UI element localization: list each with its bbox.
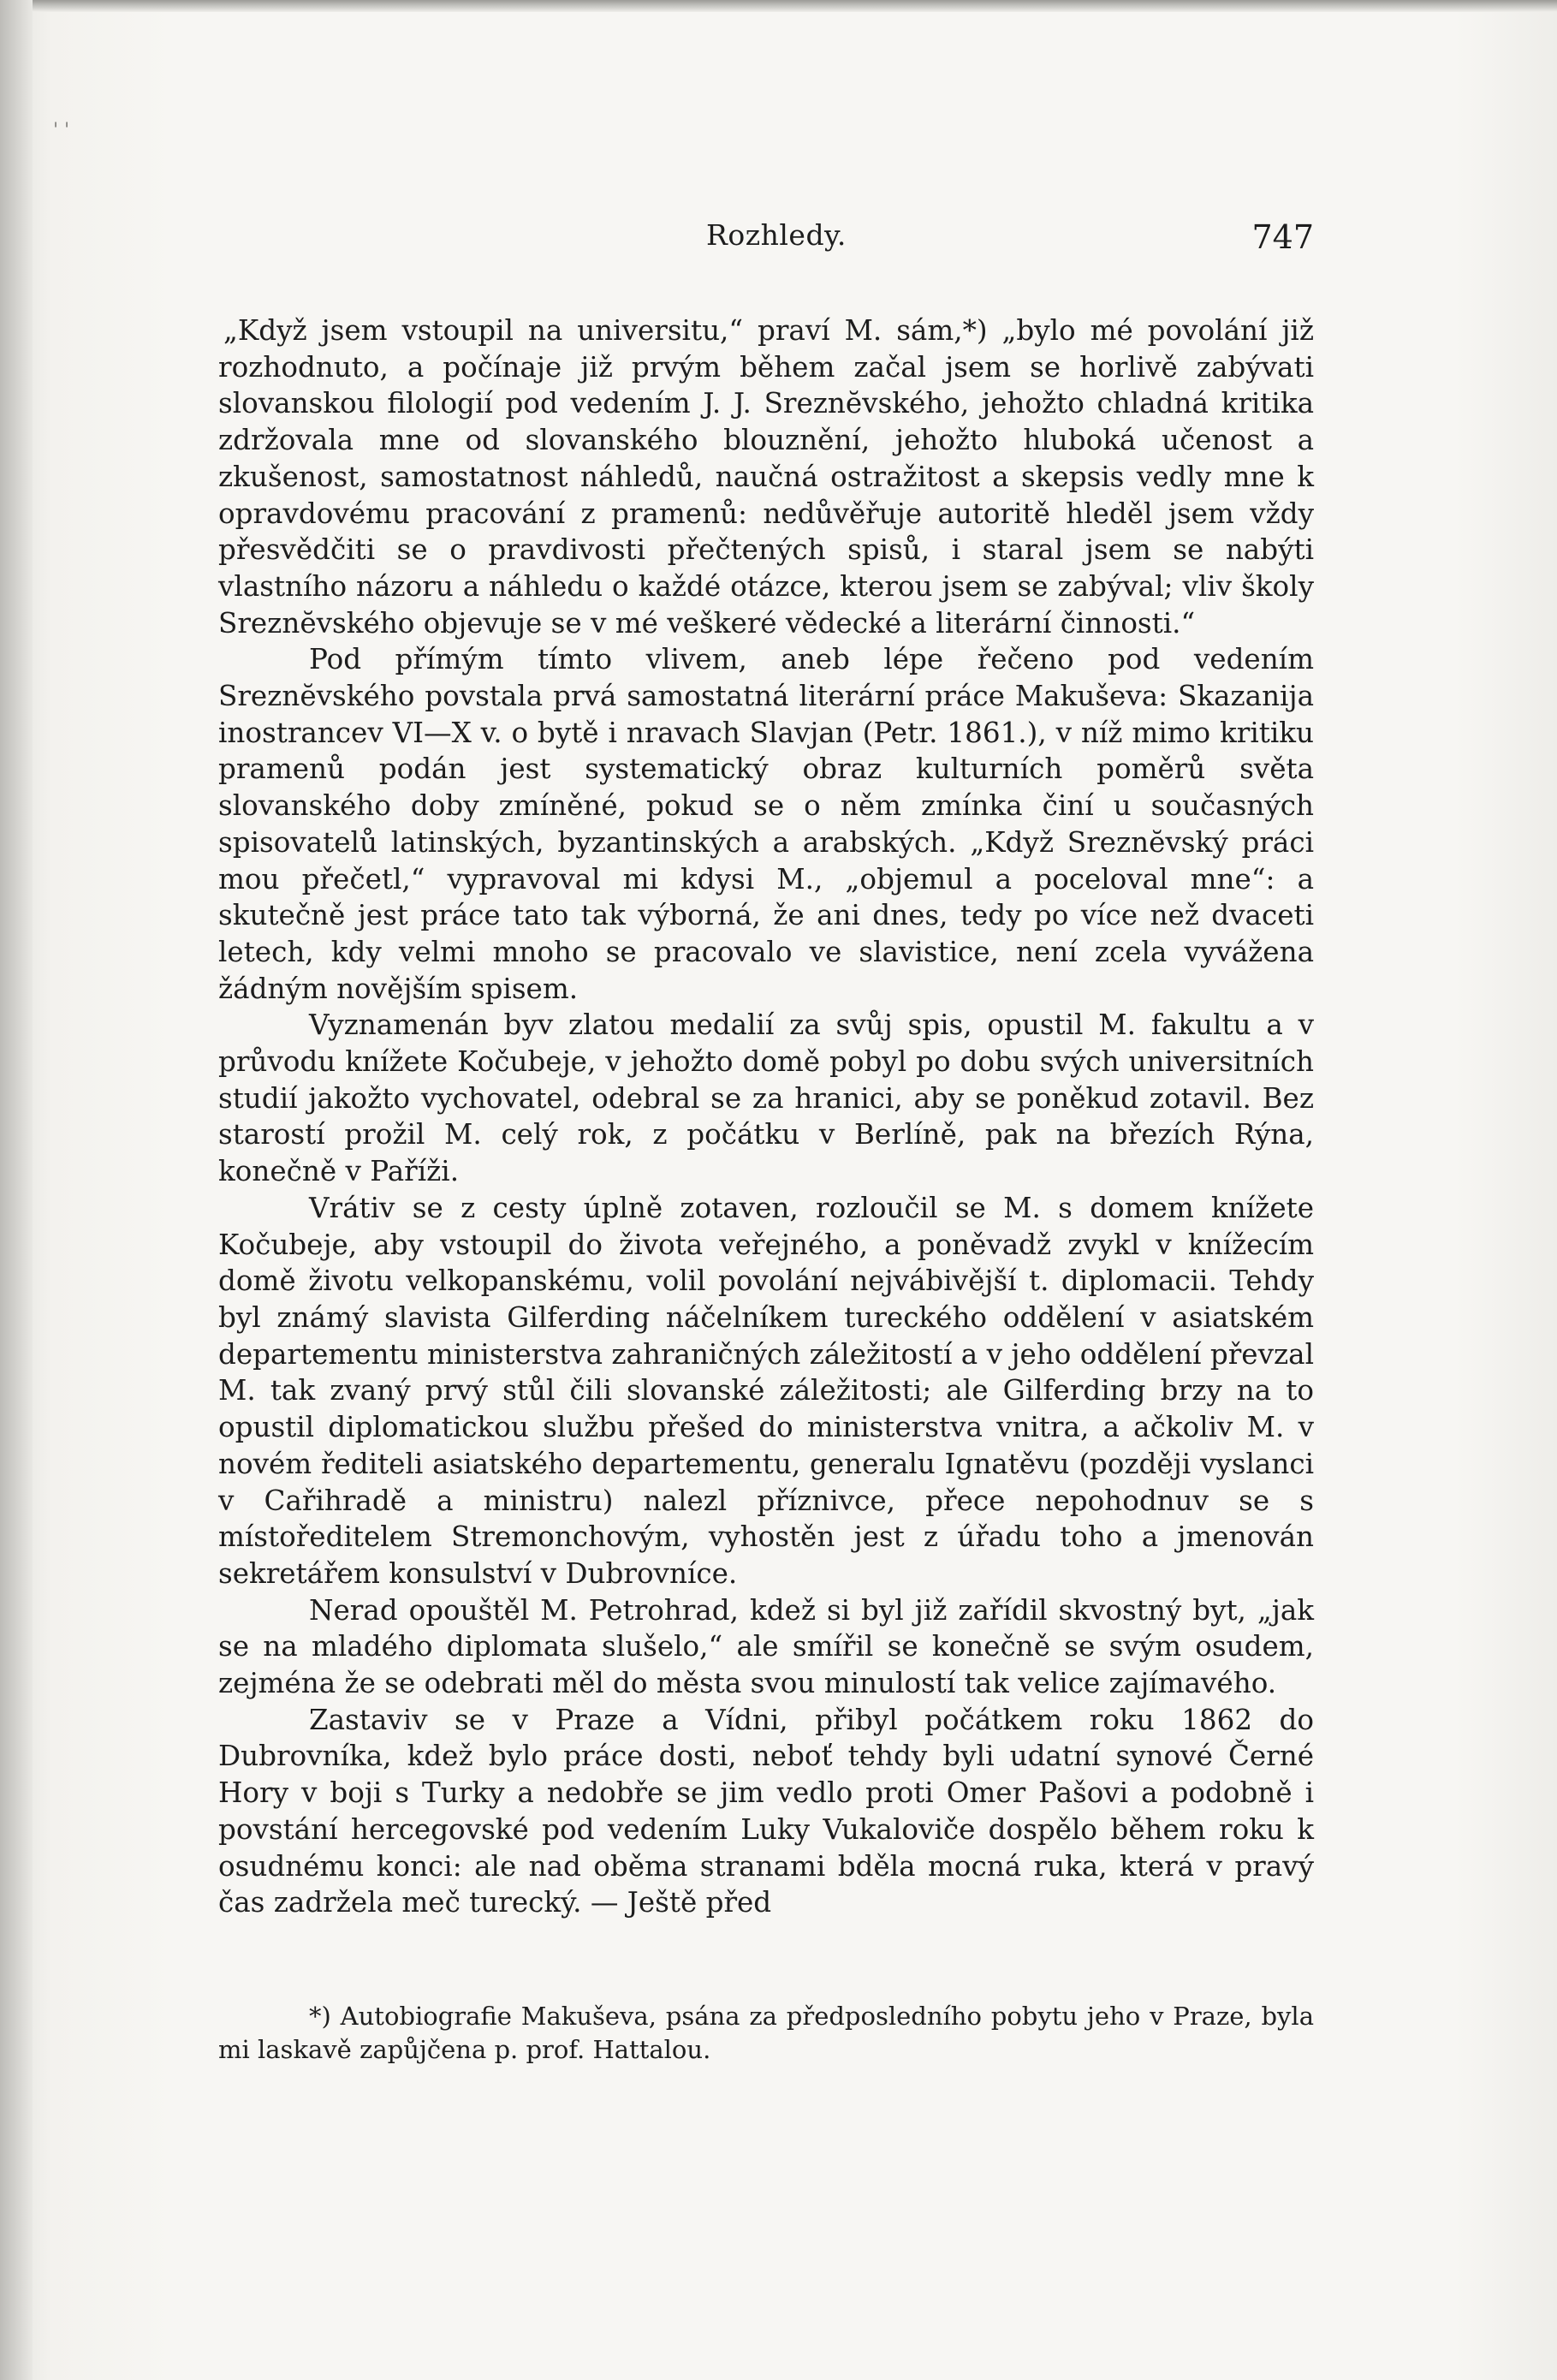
text-block [218,218,1314,2067]
paragraph: Zastaviv se v Praze a Vídni, přibyl počátkem roku 1862 do Dubrovníka, kdež bylo práce dosti, neboť tehdy byli udatní synové Černé Hory v boji s Turky a nedobře se jim vedlo proti Omer Pašovi a podobně i povstání hercegovské pod vedením Luky Vukaloviče dospělo během roku k osudnému konci: ale nad oběma stranami bděla mocná ruka, která v pravý čas zadržela meč turecký. — Ještě před [218,1703,1314,1919]
paragraph: Vyznamenán byv zlatou medalií za svůj spis, opustil M. fakultu a v průvodu knížete Kočubeje, v jehožto domě pobyl po dobu svých universitních studií jakožto vychovatel, odebral se za hranici, aby se poněkud zotavil. Bez starostí prožil M. celý rok, z počátku v Berlíně, pak na březích Rýna, konečně v Paříži. [218,1009,1314,1188]
paragraph: Nerad opouštěl M. Petrohrad, kdež si byl již zařídil skvostný byt, „jak se na mladého diplomata slušelo,“ ale smířil se konečně se svým osudem, zejména že se odebrati měl do města svou minulostí tak velice zajímavého. [218,1593,1314,1700]
paragraph: Pod přímým tímto vlivem, aneb lépe řečeno pod vedením Sreznĕvského povstala prvá samostatná literární práce Makuševa: Skazanija inostrancev VI—X v. o bytě i nravach Slavjan (Petr. 1861.), v níž mimo kritiku pramenů podán jest systematický obraz kulturních poměrů světa slovanského doby zmíněné, pokud se o něm zmínka činí u současných spisovatelů latinských, byzantinských a arabských. „Když Sreznĕvský práci mou přečetl,“ vypravoval mi kdysi M., „objemul a poceloval mne“: a skutečně jest práce tato tak výborná, že ani dnes, tedy po více než dvaceti letech, kdy velmi mnoho se pracovalo ve slavistice, není zcela vyvážena žádným novějším spisem. [218,643,1314,1005]
running-title: Rozhledy. [706,218,847,252]
paragraph: „Když jsem vstoupil na universitu,“ praví M. sám,*) „bylo mé povolání již rozhodnuto, a počínaje již prvým během začal jsem se horlivě zabývati slovanskou filologií pod vedením J. J. Sreznĕvského, jehožto chladná kritika zdržovala mne od slovanského blouznění, jehožto hluboká učenost a zkušenost, samostatnost náhledů, naučná ostražitost a skepsis vedly mne k opravdovému pracování z pramenů: nedůvěřuje autoritě hleděl jsem vždy přesvědčiti se o pravdivosti přečtených spisů, i staral jsem se nabýti vlastního názoru a náhledu o každé otázce, kterou jsem se zabýval; vliv školy Sreznĕvského objevuje se v mé veškeré vědecké a literární činnosti.“ [218,314,1314,640]
running-header [218,218,1314,270]
footnote [218,2000,1314,2067]
body-text [218,312,1314,1921]
page-number: 747 [1251,218,1314,256]
binding-gutter [0,0,33,2380]
paragraph: Vrátiv se z cesty úplně zotaven, rozloučil se M. s domem knížete Kočubeje, aby vstoupil do života veřejného, a poněvadž zvykl v knížecím domě životu velkopanskému, volil povolání nejvábivější t. diplomacii. Tehdy byl známý slavista Gilferding náčelníkem tureckého oddělení v asiatském departementu ministerstva zahraničných záležitostí a v jeho oddělení převzal M. tak zvaný prvý stůl čili slovanské záležitosti; ale Gilferding brzy na to opustil diplomatickou službu přešed do ministerstva vnitra, a ačkoliv M. v novém řediteli asiatského departementu, generalu Ignatěvu (později vyslanci v Cařihradě a ministru) nalezl příznivce, přece nepohodnuv se s místoředitelem Stremonchovým, vyhostěn jest z úřadu toho a jmenován sekretářem konsulství v Dubrovníce. [218,1191,1314,1590]
page-top-edge [0,0,1557,12]
margin-speck: ' ' [53,120,70,141]
footnote-text: *) Autobiografie Makuševa, psána za předposledního pobytu jeho v Praze, byla mi laskavě zapůjčena p. prof. Hattalou. [218,2001,1314,2064]
